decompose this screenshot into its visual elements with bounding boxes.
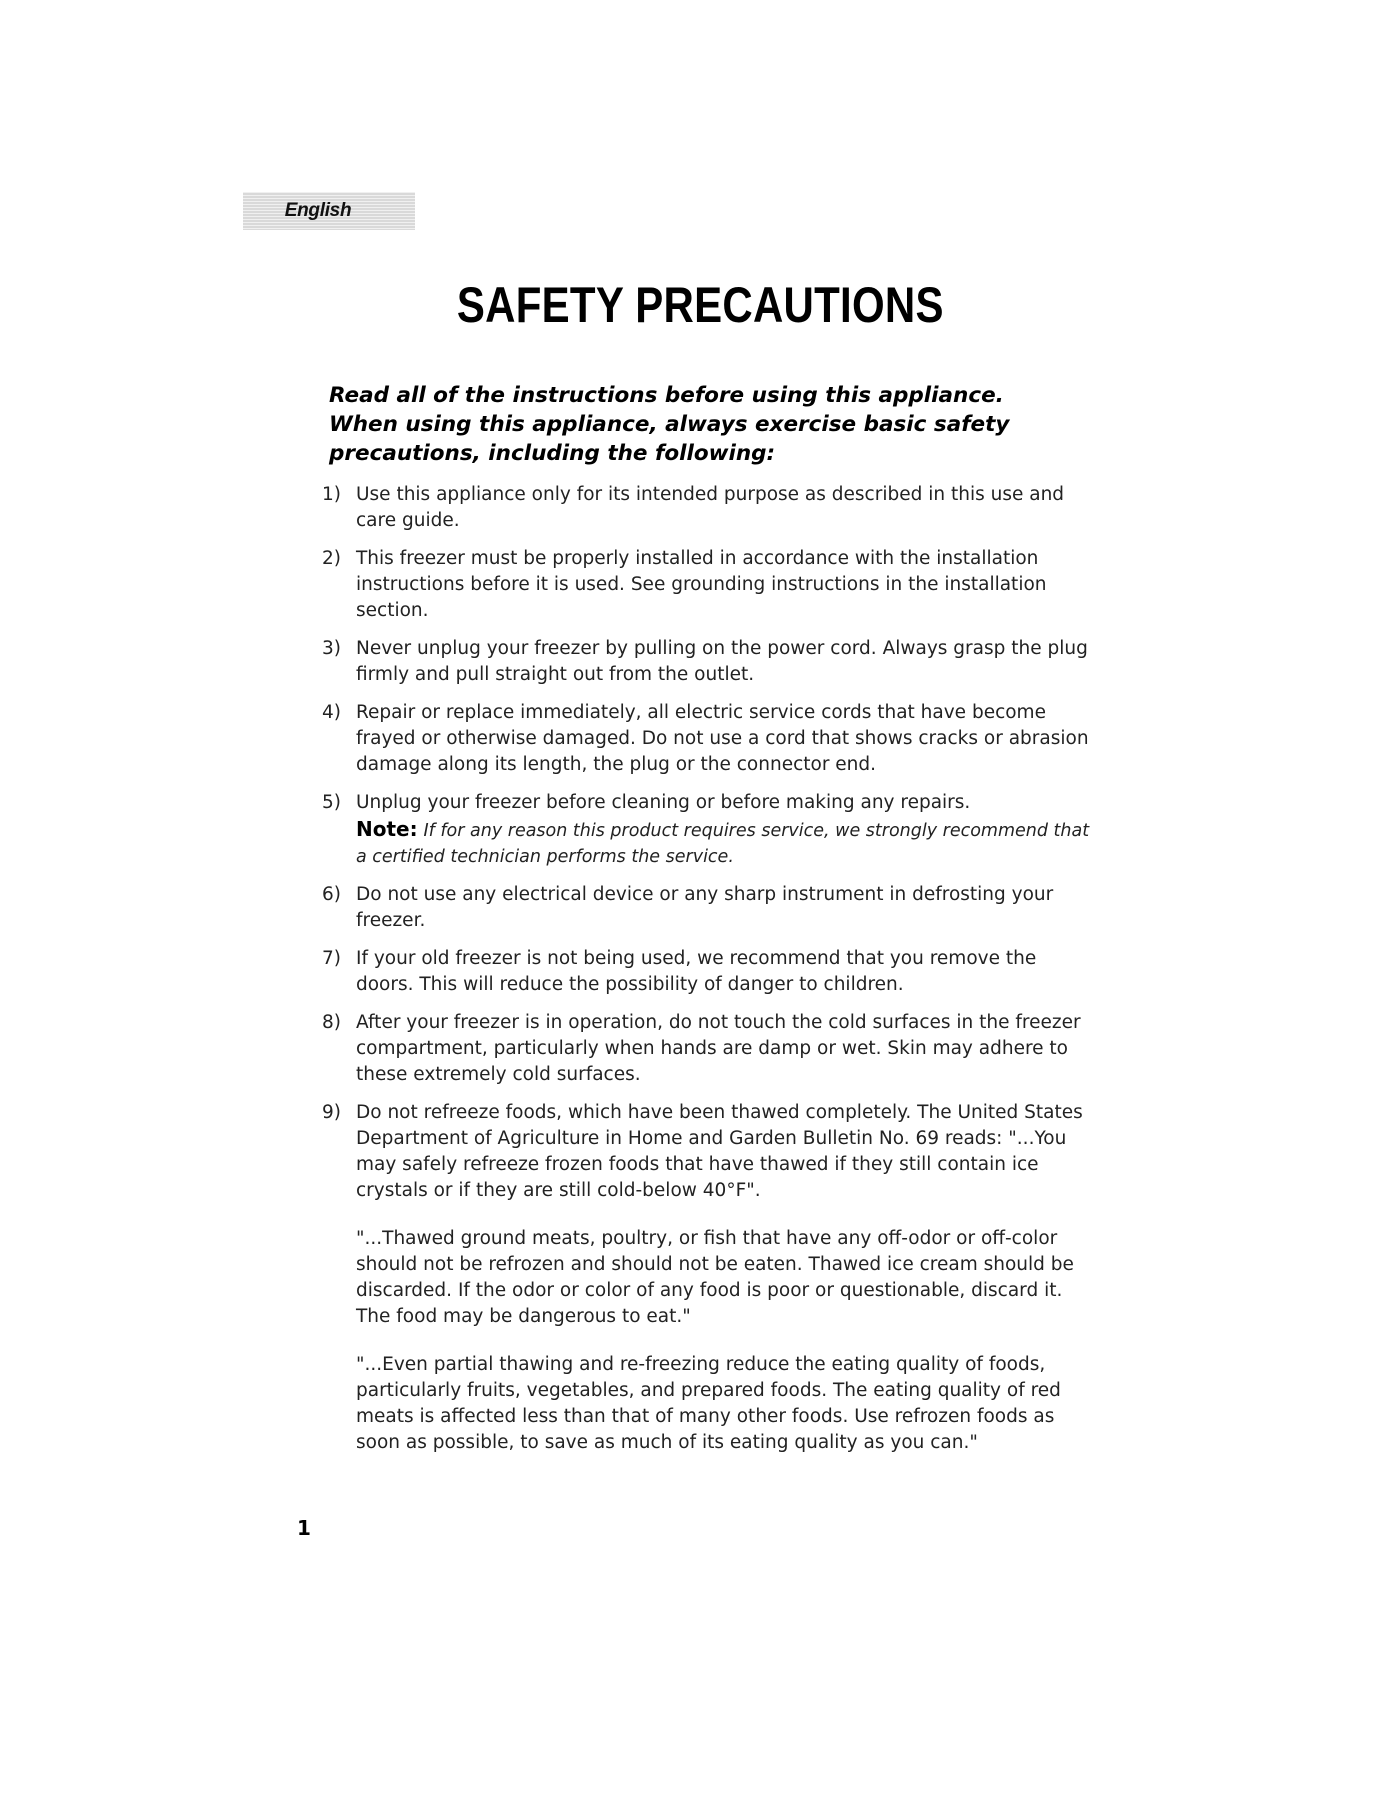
item-number: 6) <box>322 884 341 905</box>
item-text: If your old freezer is not being used, we recommend that you remove the doors. This will reduce the possibility of danger to children. <box>356 948 1037 995</box>
language-label: English <box>284 200 352 221</box>
item-text: Never unplug your freezer by pulling on the power cord. Always grasp the plug firmly and pull straight out from the outlet. <box>356 638 1088 685</box>
item-number: 9) <box>322 1102 341 1123</box>
item-text: After your freezer is in operation, do not touch the cold surfaces in the freezer compartment, particularly when hands are damp or wet. Skin may adhere to these extremely cold surfaces. <box>356 1012 1081 1085</box>
item-number: 3) <box>322 638 341 659</box>
list-item <box>322 1010 1092 1088</box>
item-quote: "...Even partial thawing and re-freezing reduce the eating quality of foods, particularly fruits, vegetables, and prepared foods. The eating quality of red meats is affected less than that of many other foods. Use refrozen foods as soon as possible, to save as much of its eating quality as you can." <box>356 1354 1061 1453</box>
list-item <box>322 790 1092 870</box>
list-item <box>322 946 1092 998</box>
item-text: Use this appliance only for its intended purpose as described in this use and care guide. <box>356 484 1065 531</box>
item-number: 2) <box>322 548 341 569</box>
item-text: This freezer must be properly installed in accordance with the installation instructions before it is used. See grounding instructions in the installation section. <box>356 548 1047 621</box>
item-number: 4) <box>322 702 341 723</box>
item-number: 1) <box>322 484 341 505</box>
item-text: Repair or replace immediately, all electric service cords that have become frayed or otherwise damaged. Do not use a cord that shows cracks or abrasion damage along its length, the plug or the connector end. <box>356 702 1089 775</box>
list-item <box>322 546 1092 624</box>
item-number: 7) <box>322 948 341 969</box>
language-tab <box>243 192 415 230</box>
note-label: Note: <box>356 817 418 841</box>
item-text: Do not refreeze foods, which have been thawed completely. The United States Department of Agriculture in Home and Garden Bulletin No. 69 reads: "...You may safely refreeze frozen foods that have thawed if they still contain ice crystals or if they are still cold-below 40°F". <box>356 1102 1083 1201</box>
item-number: 8) <box>322 1012 341 1033</box>
page-number: 1 <box>297 1516 311 1540</box>
item-note <box>356 816 1092 870</box>
list-item <box>322 882 1092 934</box>
page-title: SAFETY PRECAUTIONS <box>456 277 944 333</box>
item-text: Do not use any electrical device or any sharp instrument in defrosting your freezer. <box>356 884 1054 931</box>
item-number: 5) <box>322 792 341 813</box>
list-item <box>322 700 1092 778</box>
safety-list <box>322 482 1092 1468</box>
item-text: Unplug your freezer before cleaning or before making any repairs. <box>356 792 971 813</box>
list-item <box>322 1100 1092 1456</box>
item-quote: "...Thawed ground meats, poultry, or fish that have any off-odor or off-color should not be refrozen and should not be eaten. Thawed ice cream should be discarded. If the odor or color of any food is poor or questionable, discard it. The food may be dangerous to eat." <box>356 1228 1074 1327</box>
list-item <box>322 636 1092 688</box>
intro-text: Read all of the instructions before using this appliance. When using this appliance, always exercise basic safety precautions, including the following: <box>329 383 1010 466</box>
note-text: If for any reason this product requires service, we strongly recommend that a certified technician performs the service. <box>356 821 1090 867</box>
list-item <box>322 482 1092 534</box>
